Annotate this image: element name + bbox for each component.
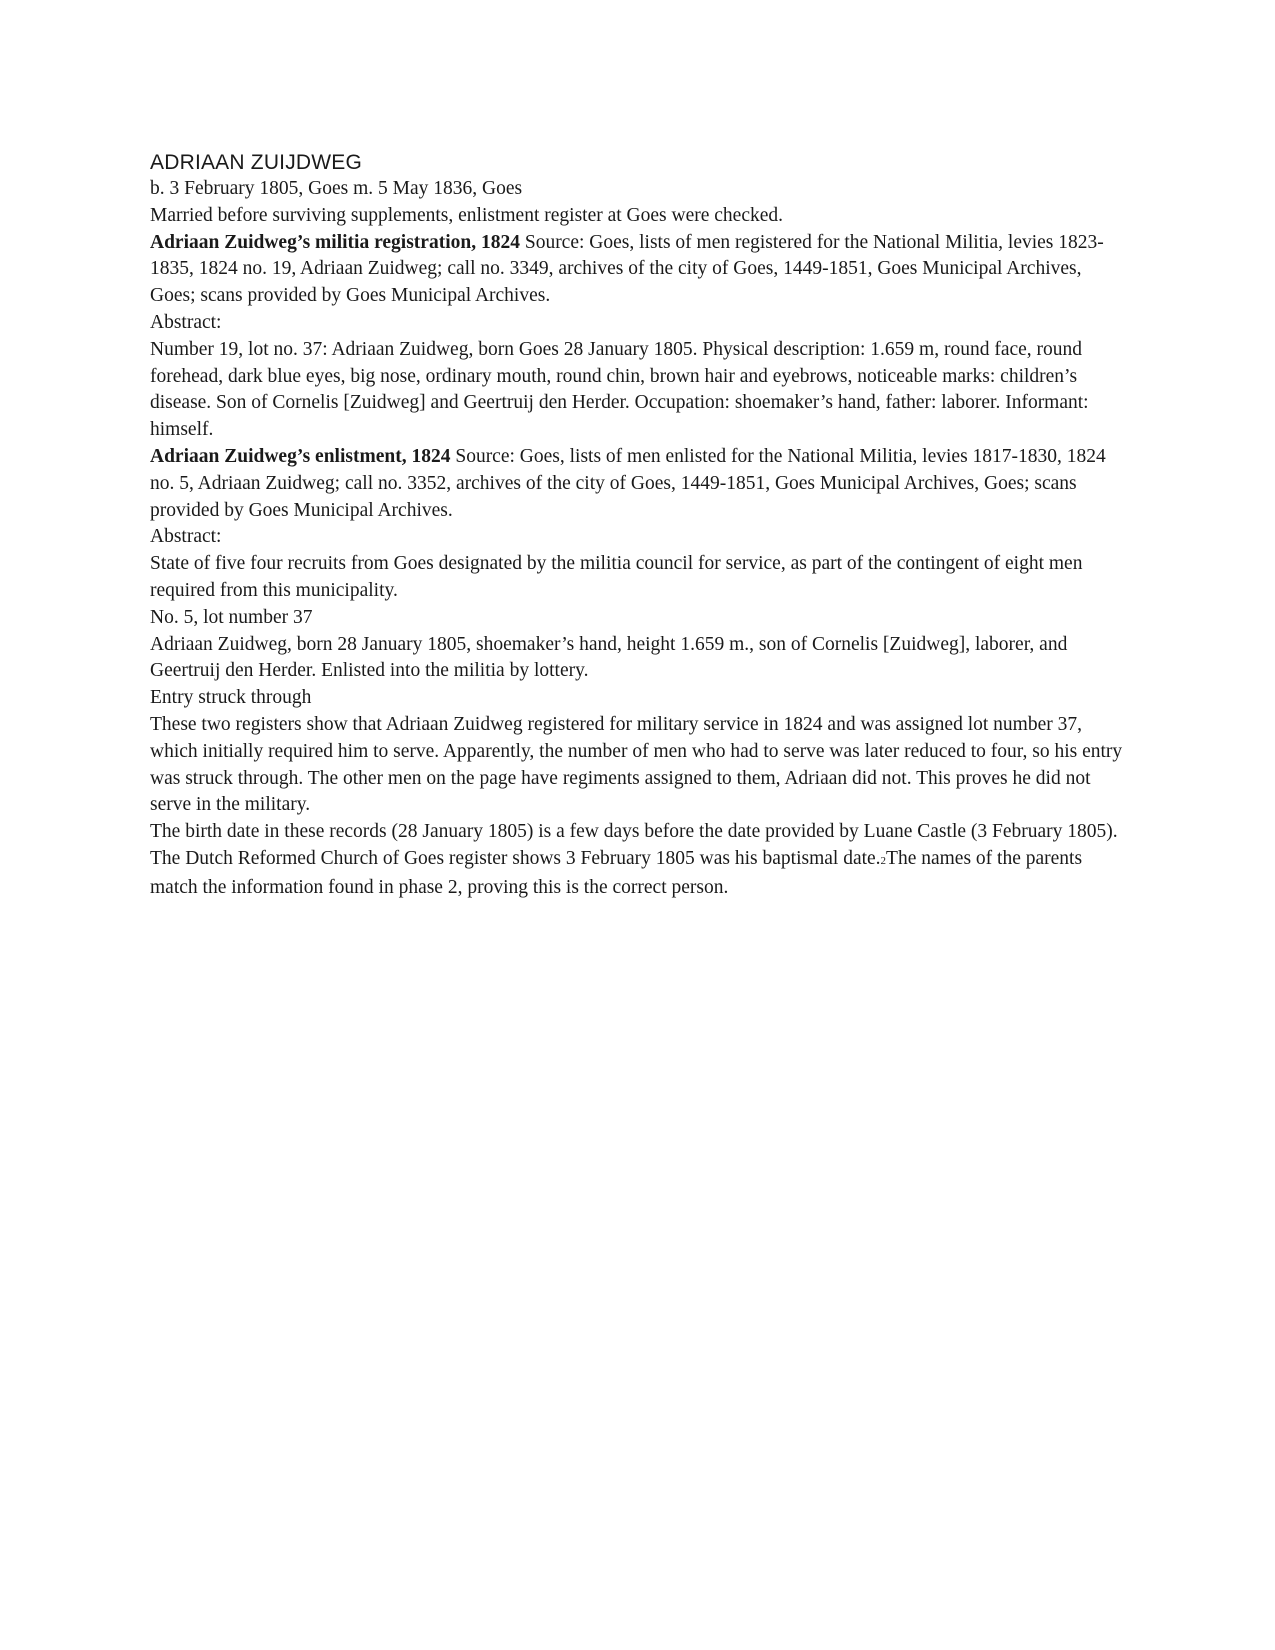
page-title: ADRIAAN ZUIJDWEG [150,151,363,174]
enlistment-note: Entry struck through [150,687,312,709]
registration-citation [150,230,1130,310]
document-page [150,150,1130,902]
footnote-reference[interactable]: 2 [880,854,887,867]
analysis-paragraph-1: These two registers show that Adriaan Zuidweg registered for military service in 1824 and was assigned lot number 37, which initially required him to serve. Apparently, the number of men who had to serve was later reduced to four, so his entry was struck through. The other men on the page have regiments assigned to them, Adriaan did not. This proves he did not serve in the military. [150,713,1123,816]
enlistment-abstract-label: Abstract: [150,526,222,548]
enlistment-abstract: State of five four recruits from Goes designated by the militia council for service, as part of the contingent of eight men required from this municipality. [150,553,1083,601]
enlistment-source: Source: Goes, lists of men enlisted for the National Militia, levies 1817-1830, 1824 no. 5, Adriaan Zuidweg; call no. 3352, archives of the city of Goes, 1449-1851, Goes Municipal Archives, Goes; scans provided by Goes Municipal Archives. [150,445,1106,521]
analysis-paragraph-2-continuation: The names of the parents match the information found in phase 2, proving this is the correct person. [150,847,1083,898]
intro-paragraph: Married before surviving supplements, enlistment register at Goes were checked. [150,204,783,226]
enlistment-citation [150,444,1130,524]
analysis-paragraph-2 [150,819,1130,901]
analysis-paragraph-2-text: The birth date in these records (28 January 1805) is a few days before the date provided by Luane Castle (3 February 1805). The Dutch Reformed Church of Goes register shows 3 February 1805 was his baptismal date. [150,821,1118,869]
registration-heading: Adriaan Zuidweg’s militia registration, 1824 [150,231,520,253]
enlistment-heading: Adriaan Zuidweg’s enlistment, 1824 [150,445,451,467]
vital-dates: b. 3 February 1805, Goes m. 5 May 1836, Goes [150,178,523,199]
registration-abstract: Number 19, lot no. 37: Adriaan Zuidweg, born Goes 28 January 1805. Physical description: 1.659 m, round face, round forehead, dark blue eyes, big nose, ordinary mouth, round chin, brown hair and eyebrows, noticeable marks: children’s disease. Son of Cornelis [Zuidweg] and Geertruij den Herder. Occupation: shoemaker’s hand, father: laborer. Informant: himself. [150,338,1089,441]
enlistment-entry: Adriaan Zuidweg, born 28 January 1805, shoemaker’s hand, height 1.659 m., son of Cornelis [Zuidweg], laborer, and Geertruij den Herder. Enlisted into the militia by lottery. [150,633,1068,682]
registration-abstract-label: Abstract: [150,311,222,333]
registration-source: Source: Goes, lists of men registered for the National Militia, levies 1823-1835, 1824 no. 19, Adriaan Zuidweg; call no. 3349, archives of the city of Goes, 1449-1851, Goes Municipal Archives, Goes; scans provided by Goes Municipal Archives. [150,231,1104,307]
enlistment-lot: No. 5, lot number 37 [150,606,313,628]
